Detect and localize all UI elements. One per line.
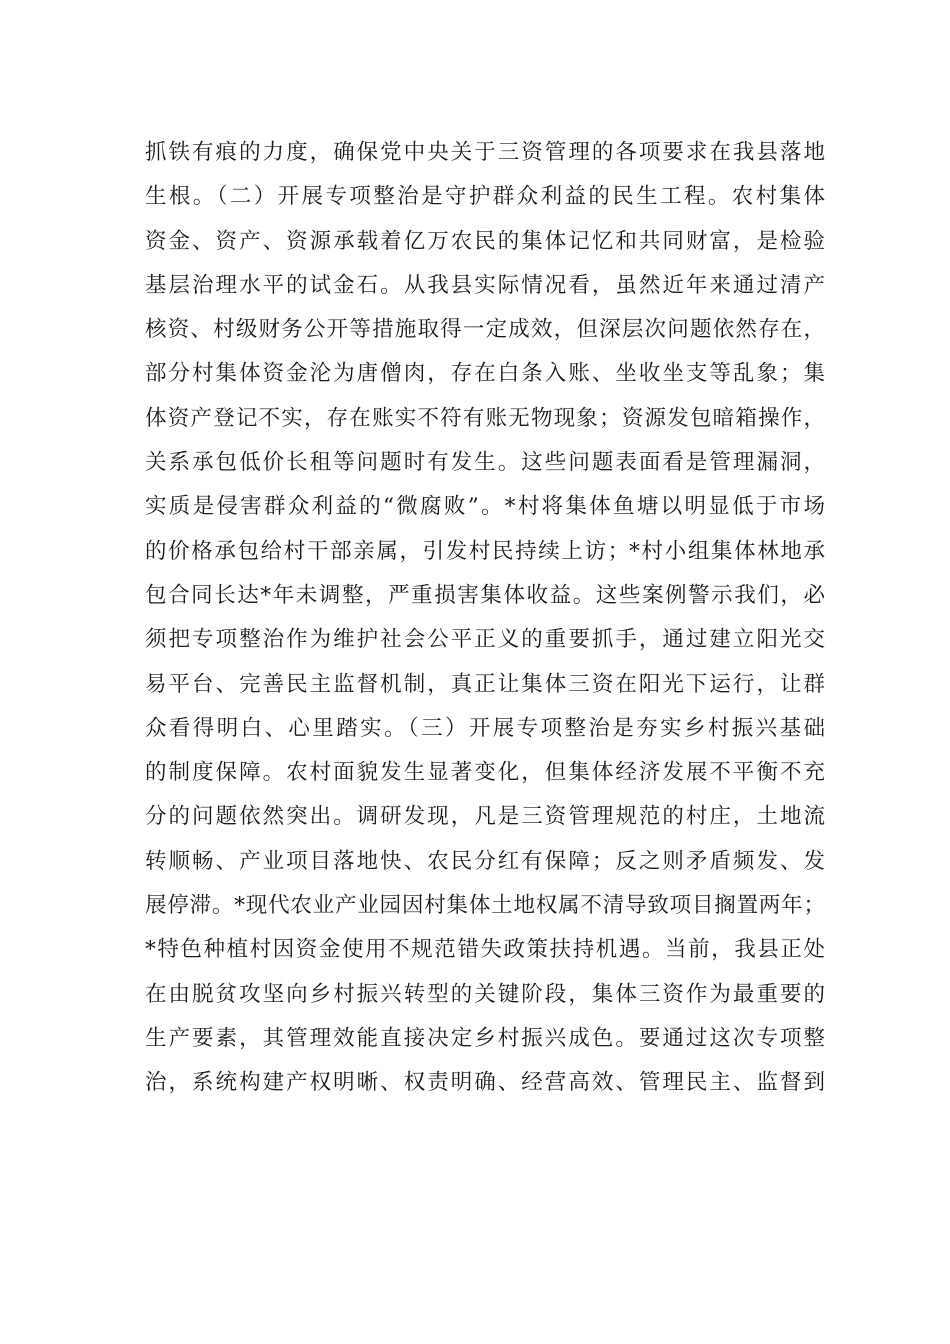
text-line: 抓铁有痕的力度，确保党中央关于三资管理的各项要求在我县落地 — [145, 140, 825, 165]
text-line: 包合同长达*年未调整，严重损害集体收益。这些案例警示我们，必 — [145, 582, 825, 608]
text-line: 须把专项整治作为维护社会公平正义的重要抓手，通过建立阳光交 — [145, 627, 825, 653]
text-line: 关系承包低价长租等问题时有发生。这些问题表面看是管理漏洞， — [145, 450, 825, 476]
text-line: 转顺畅、产业项目落地快、农民分红有保障；反之则矛盾频发、发 — [145, 848, 825, 874]
text-line: 部分村集体资金沦为唐僧肉，存在白条入账、坐收坐支等乱象；集 — [145, 361, 825, 387]
text-line: 基层治理水平的试金石。从我县实际情况看，虽然近年来通过清产 — [145, 272, 825, 298]
text-line: 资金、资产、资源承载着亿万农民的集体记忆和共同财富，是检验 — [145, 228, 825, 254]
text-line: *特色种植村因资金使用不规范错失政策扶持机遇。当前，我县正处 — [145, 937, 825, 963]
text-line: 生根。（二）开展专项整治是守护群众利益的民生工程。农村集体 — [145, 184, 825, 210]
text-line: 的价格承包给村干部亲属，引发村民持续上访；*村小组集体林地承 — [145, 538, 825, 564]
text-line: 在由脱贫攻坚向乡村振兴转型的关键阶段，集体三资作为最重要的 — [145, 981, 825, 1007]
text-line: 众看得明白、心里踏实。（三）开展专项整治是夯实乡村振兴基础 — [145, 715, 825, 741]
text-line: 生产要素，其管理效能直接决定乡村振兴成色。要通过这次专项整 — [145, 1025, 825, 1051]
text-line: 易平台、完善民主监督机制，真正让集体三资在阳光下运行，让群 — [145, 671, 825, 697]
text-line: 核资、村级财务公开等措施取得一定成效，但深层次问题依然存在， — [145, 317, 825, 343]
text-line: 体资产登记不实，存在账实不符有账无物现象；资源发包暗箱操作， — [145, 405, 825, 431]
text-line: 的制度保障。农村面貌发生显著变化，但集体经济发展不平衡不充 — [145, 760, 825, 786]
text-line: 分的问题依然突出。调研发现，凡是三资管理规范的村庄，土地流 — [145, 804, 825, 830]
text-line: 展停滞。*现代农业产业园因村集体土地权属不清导致项目搁置两年； — [145, 893, 825, 919]
text-line: 治，系统构建产权明晰、权责明确、经营高效、管理民主、监督到 — [145, 1070, 825, 1096]
text-line: 实质是侵害群众利益的“微腐败”。*村将集体鱼塘以明显低于市场 — [145, 494, 825, 520]
body-paragraph — [145, 131, 825, 1106]
